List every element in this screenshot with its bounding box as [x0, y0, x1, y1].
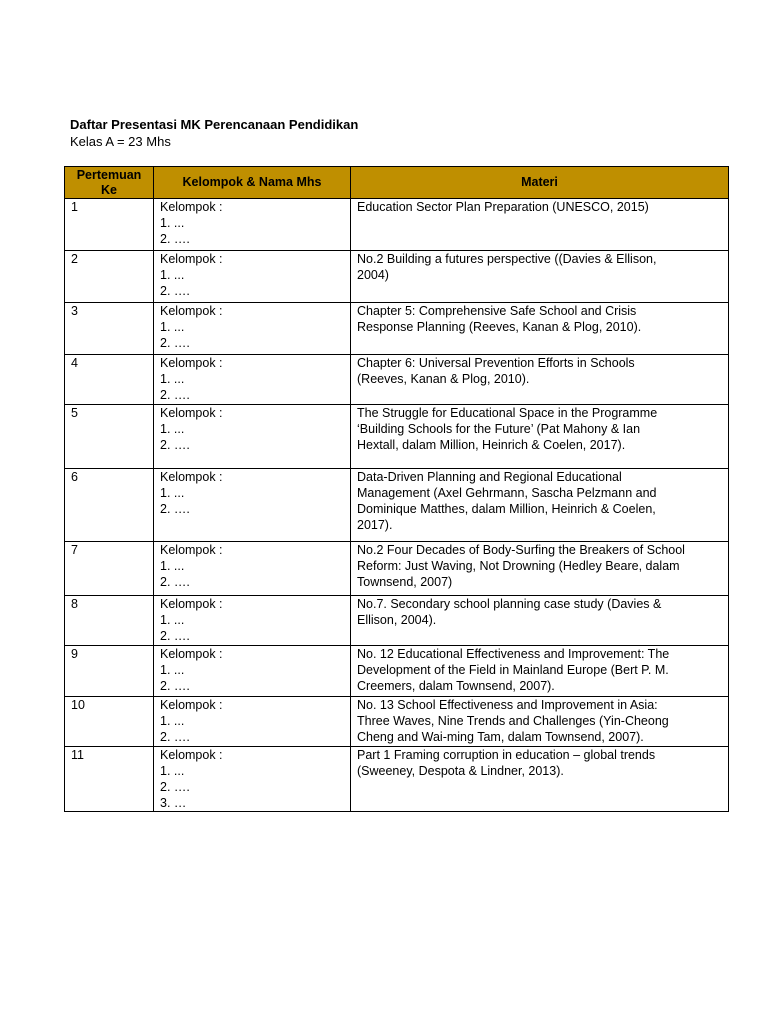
table-header-row — [65, 167, 729, 199]
group-label: Kelompok : — [160, 597, 223, 611]
member-entry: 1. ... — [160, 663, 185, 677]
meeting-number: 7 — [65, 542, 154, 596]
presentation-schedule-table — [64, 166, 729, 812]
table-row — [65, 542, 729, 596]
group-label: Kelompok : — [160, 252, 223, 266]
meeting-number: 2 — [65, 251, 154, 303]
material-cell: No.2 Building a futures perspective ((Davies & Ellison, 2004) — [351, 251, 729, 303]
group-label: Kelompok : — [160, 406, 223, 420]
member-entry: 1. ... — [160, 372, 185, 386]
table-row — [65, 405, 729, 469]
header-meeting: Pertemuan Ke — [65, 167, 154, 199]
group-cell — [154, 697, 351, 747]
group-label: Kelompok : — [160, 470, 223, 484]
group-label: Kelompok : — [160, 543, 223, 557]
table-body — [65, 199, 729, 812]
group-cell — [154, 469, 351, 542]
header-material: Materi — [351, 167, 729, 199]
material-cell: No. 13 School Effectiveness and Improvement in Asia: Three Waves, Nine Trends and Challenges (Yin-Cheong Cheng and Wai-ming Tam, dalam Townsend, 2007). — [351, 697, 729, 747]
material-cell: No. 12 Educational Effectiveness and Improvement: The Development of the Field in Mainland Europe (Bert P. M. Creemers, dalam Townsend, 2007). — [351, 646, 729, 697]
group-cell — [154, 646, 351, 697]
group-cell — [154, 596, 351, 646]
header-group: Kelompok & Nama Mhs — [154, 167, 351, 199]
group-cell — [154, 303, 351, 355]
table-row — [65, 199, 729, 251]
member-entry: 2. …. — [160, 730, 190, 744]
member-entry: 3. … — [160, 796, 187, 810]
member-entry: 1. ... — [160, 714, 185, 728]
member-entry: 2. …. — [160, 629, 190, 643]
group-cell — [154, 405, 351, 469]
member-entry: 1. ... — [160, 613, 185, 627]
group-cell — [154, 199, 351, 251]
table-row — [65, 355, 729, 405]
member-entry: 2. …. — [160, 336, 190, 350]
table-row — [65, 697, 729, 747]
meeting-number: 8 — [65, 596, 154, 646]
material-cell: No.2 Four Decades of Body-Surfing the Breakers of School Reform: Just Waving, Not Drowning (Hedley Beare, dalam Townsend, 2007) — [351, 542, 729, 596]
table-row — [65, 469, 729, 542]
document-title: Daftar Presentasi MK Perencanaan Pendidikan — [70, 117, 359, 132]
material-cell: The Struggle for Educational Space in the Programme ‘Building Schools for the Future’ (Pat Mahony & Ian Hextall, dalam Million, Heinrich & Coelen, 2017). — [351, 405, 729, 469]
group-label: Kelompok : — [160, 647, 223, 661]
table-row — [65, 596, 729, 646]
table-row — [65, 646, 729, 697]
meeting-number: 6 — [65, 469, 154, 542]
group-cell — [154, 251, 351, 303]
member-entry: 1. ... — [160, 486, 185, 500]
member-entry: 1. ... — [160, 216, 185, 230]
group-label: Kelompok : — [160, 356, 223, 370]
member-entry: 2. …. — [160, 232, 190, 246]
table-row — [65, 251, 729, 303]
meeting-number: 11 — [65, 747, 154, 812]
member-entry: 1. ... — [160, 268, 185, 282]
meeting-number: 4 — [65, 355, 154, 405]
group-cell — [154, 542, 351, 596]
meeting-number: 10 — [65, 697, 154, 747]
member-entry: 1. ... — [160, 422, 185, 436]
member-entry: 2. …. — [160, 502, 190, 516]
group-label: Kelompok : — [160, 304, 223, 318]
meeting-number: 1 — [65, 199, 154, 251]
group-label: Kelompok : — [160, 748, 223, 762]
member-entry: 2. …. — [160, 575, 190, 589]
material-cell: Data-Driven Planning and Regional Educational Management (Axel Gehrmann, Sascha Pelzmann and Dominique Matthes, dalam Million, Heinrich & Coelen, 2017). — [351, 469, 729, 542]
table-row — [65, 747, 729, 812]
member-entry: 1. ... — [160, 320, 185, 334]
member-entry: 2. …. — [160, 388, 190, 402]
member-entry: 2. …. — [160, 284, 190, 298]
meeting-number: 5 — [65, 405, 154, 469]
member-entry: 1. ... — [160, 764, 185, 778]
group-cell — [154, 355, 351, 405]
material-cell: No.7. Secondary school planning case study (Davies & Ellison, 2004). — [351, 596, 729, 646]
class-info: Kelas A = 23 Mhs — [70, 134, 171, 149]
member-entry: 2. …. — [160, 438, 190, 452]
group-label: Kelompok : — [160, 698, 223, 712]
material-cell: Chapter 6: Universal Prevention Efforts in Schools (Reeves, Kanan & Plog, 2010). — [351, 355, 729, 405]
table-row — [65, 303, 729, 355]
group-cell — [154, 747, 351, 812]
meeting-number: 3 — [65, 303, 154, 355]
meeting-number: 9 — [65, 646, 154, 697]
member-entry: 1. ... — [160, 559, 185, 573]
material-cell: Part 1 Framing corruption in education – global trends (Sweeney, Despota & Lindner, 2013). — [351, 747, 729, 812]
group-label: Kelompok : — [160, 200, 223, 214]
member-entry: 2. …. — [160, 679, 190, 693]
material-cell: Education Sector Plan Preparation (UNESCO, 2015) — [351, 199, 729, 251]
member-entry: 2. …. — [160, 780, 190, 794]
material-cell: Chapter 5: Comprehensive Safe School and Crisis Response Planning (Reeves, Kanan & Plog, 2010). — [351, 303, 729, 355]
